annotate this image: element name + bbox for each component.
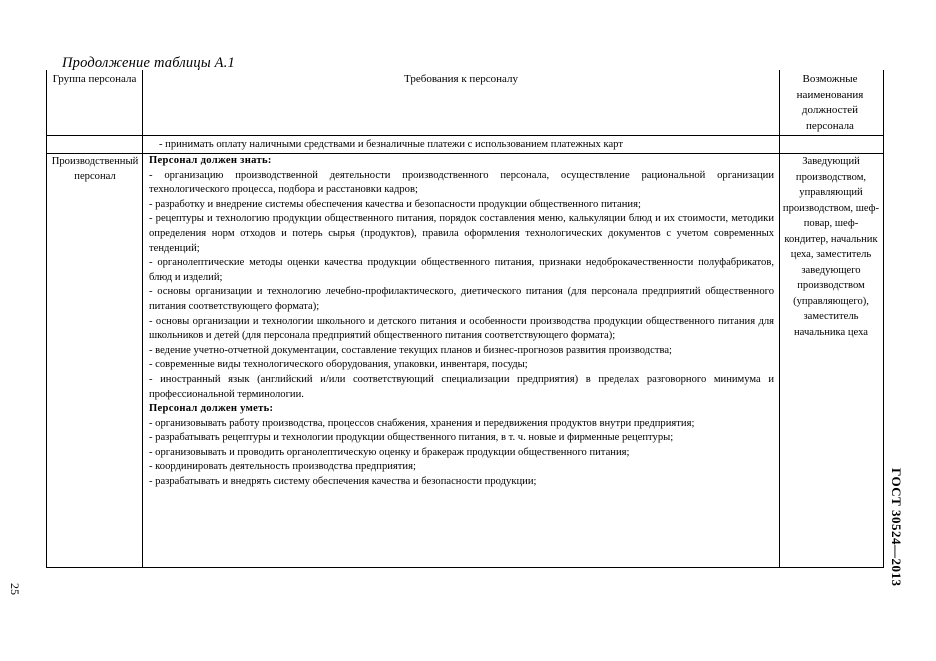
header-group: Группа персонала <box>52 73 137 85</box>
requirement-item: - основы организации и технологию лечебно-профилактического, диетического питания (для персонала предприятий общественного питания соответствующего формата); <box>149 286 774 312</box>
requirements-heading: Персонал должен уметь: <box>149 403 274 415</box>
continuation-line: - принимать оплату наличными средствами и безналичные платежи с использованием платежных карт <box>159 139 623 150</box>
requirements-cell <box>149 154 774 490</box>
requirement-item: - современные виды технологического оборудования, упаковки, инвентаря, посуды; <box>149 359 528 371</box>
requirement-item: - основы организации и технологии школьного и детского питания и особенности производства продукции общественного питания для школьников и детей (для персонала предприятий общественного питания соответствующего формата); <box>149 315 774 342</box>
requirement-item: - рецептуры и технологию продукции общественного питания, порядок составления меню, калькуляции блюд и их стоимости, методики определения норм отходов и потерь сырья (продуктов), правила оформления технологических документов с учетом современных тенденций; <box>149 213 774 254</box>
column-divider <box>779 70 780 567</box>
row-divider <box>47 135 883 136</box>
requirement-item: - организовывать и проводить органолептическую оценку и бракераж продукции общественного питания; <box>149 446 630 458</box>
requirement-item: - организовывать работу производства, процессов снабжения, хранения и передвижения продуктов внутри предприятия; <box>149 417 695 429</box>
requirement-item: - ведение учетно-отчетной документации, составление текущих планов и бизнес-прогнозов развития производства; <box>149 344 672 356</box>
column-divider <box>142 70 143 567</box>
requirement-item: - иностранный язык (английский и/или соответствующий специализации предприятия) в пределах разговорного минимума и профессиональной терминологии. <box>149 373 774 400</box>
requirement-item: - разрабатывать и внедрять систему обеспечения качества и безопасности продукции; <box>149 476 537 488</box>
requirement-item: - разработку и внедрение системы обеспечения качества и безопасности продукции общественного питания; <box>149 198 641 210</box>
group-cell: Производственный персонал <box>51 156 139 182</box>
requirement-item: - координировать деятельность производства предприятия; <box>149 461 416 473</box>
table-caption: Продолжение таблицы А.1 <box>62 55 235 71</box>
requirement-item: - разрабатывать рецептуры и технологии продукции общественного питания, в т. ч. новые и фирменные рецептуры; <box>149 432 674 444</box>
positions-cell: Заведующий производством, управляющий производством, шеф-повар, шеф-кондитер, начальник цеха, заместитель заведующего производством (управляющего), заместитель начальника цеха <box>782 156 880 338</box>
page-number: 25 <box>8 583 22 595</box>
requirements-heading: Персонал должен знать: <box>149 155 272 166</box>
standard-label: ГОСТ 30524—2013 <box>889 468 904 587</box>
header-positions: Возможные наименования должностей персонала <box>796 73 864 132</box>
requirement-item: - организацию производственной деятельности производственного персонала, осуществление рациональной организации технологического процесса, подбора и расстановки кадров; <box>149 169 774 196</box>
requirement-item: - органолептические методы оценки качества продукции общественного питания, признаки недоброкачественности полуфабрикатов, блюд и изделий; <box>149 257 774 283</box>
requirements-table <box>46 70 884 568</box>
header-requirements: Требования к персоналу <box>404 73 518 85</box>
